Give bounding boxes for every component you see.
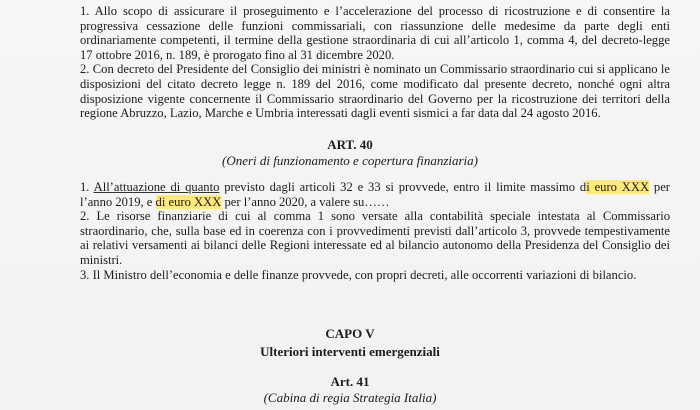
capo-title: CAPO V [325,326,375,341]
art40-p1-mid2: per l’anno 2019, e [80,180,670,209]
highlight-euro-2019: i euro XXX [586,180,650,194]
highlight-euro-2020: di euro XXX [155,194,222,209]
art40-paragraph-3: 3. Il Ministro dell’economia e delle finanze provvede, con propri decreti, alle occorrenti variazioni di bilancio. [80,267,637,282]
art39-paragraph-2: 2. Con decreto del Presidente del Consiglio dei ministri è nominato un Commissario straordinario cui si applicano le disposizioni del citato decreto legge n. 189 del 2016, come modificato dal presente decreto, nonché ogni altra disposizione vigente concernente il Commissario straordinario del Governo per la ricostruzione dei territori della regione Abruzzo, Lazio, Marche e Umbria interessati dagli eventi sismici a far data dal 24 agosto 2016. [80,62,670,121]
capo-subtitle: Ulteriori interventi emergenziali [260,344,440,359]
art39-paragraphs [80,4,670,121]
art41-title: Art. 41 [330,374,370,389]
art40-paragraph-1 [80,180,670,209]
art40-title: ART. 40 [327,137,373,152]
art40-p1-underlined: All’attuazione di quanto [93,180,220,194]
art40-subtitle: (Oneri di funzionamento e copertura finanziaria) [221,153,478,168]
art41-subtitle: (Cabina di regia Strategia Italia) [263,390,437,405]
art40-p1-suffix: per l’anno 2020, a valere su…… [221,194,390,209]
art40-paragraph-2: 2. Le risorse finanziarie di cui al comma 1 sono versate alla contabilità speciale intestata al Commissario straordinario, che, sulla base ed in coerenza con i provvedimenti previsti dall’articolo 3, provvede tempestivamente ai relativi versamenti ai bilanci delle Regioni interessate ed al bilancio autonomo della Presidenza del Consiglio dei ministri. [80,209,670,267]
art40-p1-prefix: 1. [80,180,94,194]
art39-paragraph-1: 1. Allo scopo di assicurare il proseguimento e l’accelerazione del processo di ricostruzione e di consentire la progressiva cessazione delle funzioni commissariali, con riassunzione delle medesime da parte degli enti ordinariamente competenti, il termine della gestione straordinaria di cui all’articolo 1, comma 4, del decreto-legge 17 ottobre 2016, n. 189, è prorogato fino al 31 dicembre 2020. [80,4,670,62]
art40-paragraphs [80,180,670,282]
art40-p1-mid1: previsto dagli articoli 32 e 33 si provvede, entro il limite massimo d [219,180,587,194]
